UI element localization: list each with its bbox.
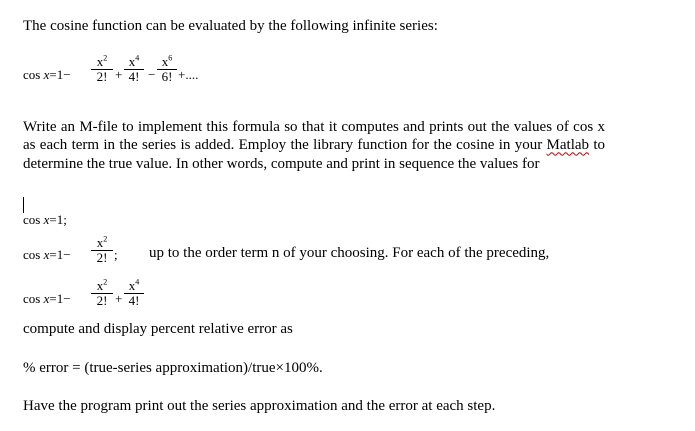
term-x4-over-4fact: $x^4$ 4! bbox=[124, 55, 144, 83]
equals-one-minus: =1− bbox=[49, 67, 71, 82]
minus-sign: − bbox=[148, 67, 156, 82]
matlab-word: Matlab bbox=[546, 137, 590, 154]
step2-description: up to the order term n of your choosing. For each of the preceding, bbox=[149, 245, 550, 261]
x-variable: x bbox=[43, 67, 50, 82]
intro-text: The cosine function can be evaluated by the following infinite series: bbox=[23, 18, 438, 34]
text-cursor bbox=[23, 197, 24, 213]
plus-sign: + bbox=[115, 67, 123, 82]
document-page: The cosine function can be evaluated by the following infinite series: cos x=1− $x^2$ 2! + $x^4$ 4! − $x^6$ 6! +.... Write an M-file to implement this formula so that it computes and prints out the values of cos x as each term in the series is added. Employ the library function for the cosine in your Matlab to determine the true value. In other words, compute and print in sequence the values for cos x=1; cos x=1− $x^2$ 2! ; up to the order term n of your choosing. For each of the preceding, cos x=1− $x^2$ 2! + $x^4$ 4! compute and display percent relative error as % error = (true-series approximation)/true×100%. Have the program print out the series approximation and the error at each step. bbox=[23, 18, 606, 414]
step1-equation: cos x=1; bbox=[23, 212, 67, 227]
closing-instruction: Have the program print out the series approximation and the error at each step. bbox=[23, 398, 496, 414]
term-x2-over-2fact: $x^2$ 2! bbox=[91, 55, 113, 83]
series-continuation: +.... bbox=[178, 67, 199, 82]
error-formula: % error = (true-series approximation)/true×100%. bbox=[23, 360, 323, 376]
term-x6-over-6fact: $x^6$ 6! bbox=[157, 55, 177, 83]
instructions-paragraph: Write an M-file to implement this formula so that it computes and prints out the values of cos x as each term in the series is added. Employ the library function for the cosine in your Matlab to determine the true value. In other words, compute and print in sequence the values for bbox=[23, 119, 606, 172]
compute-instruction: compute and display percent relative error as bbox=[23, 321, 293, 337]
cos-label: cos bbox=[23, 67, 41, 82]
